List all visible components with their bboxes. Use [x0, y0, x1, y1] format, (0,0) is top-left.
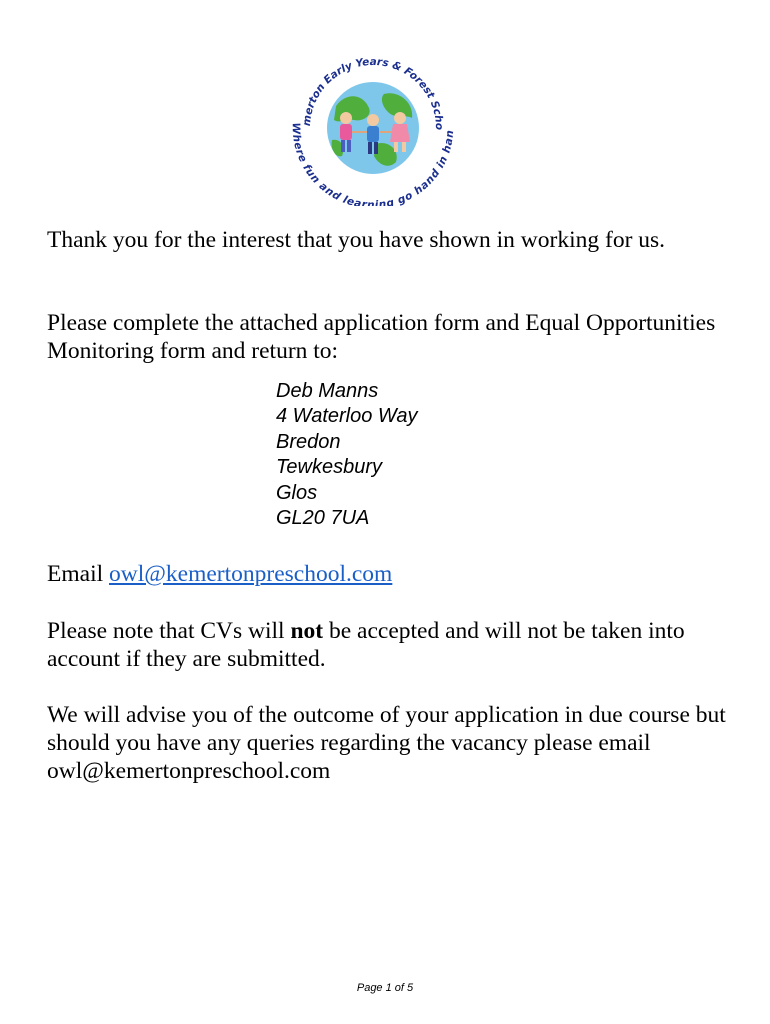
cv-note-text: be accepted and will not be taken into account if they are submitted. — [47, 618, 685, 672]
address-line: Deb Manns — [276, 380, 379, 402]
address-line: Bredon — [276, 430, 341, 453]
logo-ring-text-top: merton Early Years & Forest Scho — [300, 55, 446, 131]
cv-note-text: Please note that CVs will — [47, 618, 291, 644]
outcome-paragraph: We will advise you of the outcome of your application in due course but should you have any queries regarding the vacancy please email owl@kemertonpreschool.com — [47, 702, 726, 784]
email-line — [47, 560, 737, 588]
instruction-paragraph: Please complete the attached application form and Equal Opportunities Monitoring form and return to: — [47, 310, 716, 364]
cv-note-paragraph — [47, 617, 737, 673]
address-line: 4 Waterloo Way — [276, 405, 418, 428]
address-line: Tewkesbury — [276, 456, 382, 479]
school-logo — [288, 48, 458, 206]
email-link[interactable]: owl@kemertonpreschool.com — [109, 561, 393, 587]
page-number: Page 1 of 5 — [356, 982, 414, 994]
return-address — [276, 379, 418, 531]
school-logo-graphic — [288, 48, 458, 206]
cv-note-emphasis: not — [290, 618, 324, 644]
address-line: Glos — [276, 481, 318, 504]
thank-you-paragraph: Thank you for the interest that you have shown in working for us. — [47, 227, 666, 253]
logo-ring-text-bottom: Where fun and learning go hand in han — [289, 122, 457, 206]
address-line: GL20 7UA — [276, 507, 370, 530]
email-label: Email — [47, 561, 109, 587]
